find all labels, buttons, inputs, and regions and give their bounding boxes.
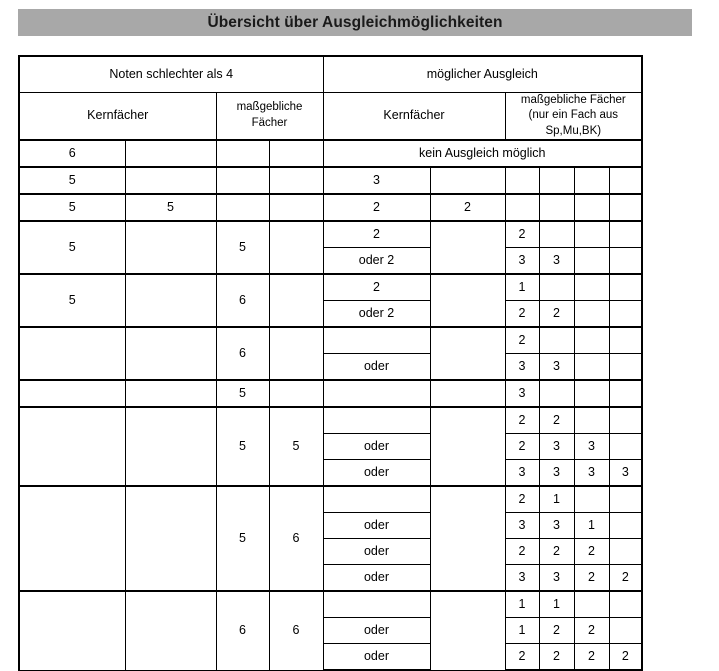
cell-c3: 6 bbox=[216, 327, 269, 380]
cell-c5: 2 bbox=[323, 194, 430, 221]
cell-c8: 3 bbox=[539, 565, 574, 592]
cell-c9: 2 bbox=[574, 565, 609, 592]
table-row bbox=[19, 380, 642, 407]
cell-c5 bbox=[323, 380, 430, 407]
page-title: Übersicht über Ausgleichmöglichkeiten bbox=[207, 13, 503, 31]
cell-c8: 3 bbox=[539, 434, 574, 460]
header-noten-schlechter-als-4: Noten schlechter als 4 bbox=[19, 56, 323, 92]
cell-c10 bbox=[609, 618, 642, 644]
cell-c2 bbox=[125, 380, 216, 407]
cell-c5 bbox=[323, 327, 430, 354]
cell-c6 bbox=[430, 380, 505, 407]
cell-c1 bbox=[19, 327, 125, 380]
ausgleich-table bbox=[18, 55, 643, 671]
cell-c5: 2 bbox=[323, 221, 430, 248]
cell-c10 bbox=[609, 167, 642, 194]
cell-kein-ausgleich-moeglich: kein Ausgleich möglich bbox=[323, 140, 642, 167]
cell-c9 bbox=[574, 354, 609, 381]
cell-c6 bbox=[430, 221, 505, 274]
cell-c5: oder bbox=[323, 618, 430, 644]
cell-c5: oder 2 bbox=[323, 301, 430, 328]
cell-c10 bbox=[609, 354, 642, 381]
cell-c7: 3 bbox=[505, 380, 539, 407]
cell-c4 bbox=[269, 221, 323, 274]
table-row bbox=[19, 327, 642, 354]
header-right-massgebliche-line2: (nur ein Fach aus bbox=[528, 109, 619, 122]
cell-c9: 3 bbox=[574, 434, 609, 460]
cell-c4 bbox=[269, 167, 323, 194]
cell-c6 bbox=[430, 167, 505, 194]
cell-c8 bbox=[539, 380, 574, 407]
cell-c8: 3 bbox=[539, 248, 574, 275]
cell-c9 bbox=[574, 194, 609, 221]
cell-c7: 3 bbox=[505, 460, 539, 487]
header-moeglicher-ausgleich: möglicher Ausgleich bbox=[323, 56, 642, 92]
cell-c8: 2 bbox=[539, 644, 574, 671]
cell-c2 bbox=[125, 407, 216, 486]
cell-c8: 1 bbox=[539, 591, 574, 618]
cell-c7 bbox=[505, 167, 539, 194]
table-header-sub-row bbox=[19, 92, 642, 140]
cell-c4: 6 bbox=[269, 591, 323, 670]
cell-c2 bbox=[125, 140, 216, 167]
cell-c9: 2 bbox=[574, 644, 609, 671]
cell-c8 bbox=[539, 274, 574, 301]
cell-c4: 5 bbox=[269, 407, 323, 486]
cell-c9: 2 bbox=[574, 539, 609, 565]
cell-c9 bbox=[574, 327, 609, 354]
cell-c6: 2 bbox=[430, 194, 505, 221]
cell-c8: 2 bbox=[539, 539, 574, 565]
header-left-kernfaecher: Kernfächer bbox=[19, 92, 216, 140]
cell-c8 bbox=[539, 221, 574, 248]
cell-c7: 2 bbox=[505, 301, 539, 328]
cell-c8 bbox=[539, 167, 574, 194]
cell-c10 bbox=[609, 248, 642, 275]
cell-c5: oder bbox=[323, 565, 430, 592]
header-right-massgebliche-faecher bbox=[505, 92, 642, 140]
cell-c9: 2 bbox=[574, 618, 609, 644]
cell-c5: oder bbox=[323, 434, 430, 460]
cell-c8: 3 bbox=[539, 513, 574, 539]
cell-c9 bbox=[574, 248, 609, 275]
cell-c6 bbox=[430, 591, 505, 670]
cell-c3: 6 bbox=[216, 274, 269, 327]
cell-c3: 5 bbox=[216, 380, 269, 407]
cell-c2: 5 bbox=[125, 194, 216, 221]
cell-c9 bbox=[574, 407, 609, 434]
cell-c4 bbox=[269, 194, 323, 221]
cell-c4 bbox=[269, 140, 323, 167]
cell-c10 bbox=[609, 301, 642, 328]
cell-c6 bbox=[430, 407, 505, 486]
cell-c1 bbox=[19, 591, 125, 670]
cell-c10: 3 bbox=[609, 460, 642, 487]
cell-c8: 2 bbox=[539, 407, 574, 434]
cell-c7: 1 bbox=[505, 274, 539, 301]
cell-c8: 1 bbox=[539, 486, 574, 513]
cell-c5: oder bbox=[323, 644, 430, 671]
cell-c7 bbox=[505, 194, 539, 221]
cell-c7: 3 bbox=[505, 248, 539, 275]
cell-c10 bbox=[609, 513, 642, 539]
cell-c10 bbox=[609, 380, 642, 407]
cell-c5: oder bbox=[323, 354, 430, 381]
cell-c1: 5 bbox=[19, 167, 125, 194]
header-left-massgebliche-line2: Fächer bbox=[251, 116, 288, 129]
cell-c3: 5 bbox=[216, 221, 269, 274]
cell-c7: 1 bbox=[505, 618, 539, 644]
cell-c10 bbox=[609, 274, 642, 301]
cell-c6 bbox=[430, 274, 505, 327]
cell-c9 bbox=[574, 380, 609, 407]
cell-c7: 3 bbox=[505, 565, 539, 592]
table-row bbox=[19, 167, 642, 194]
cell-c1: 6 bbox=[19, 140, 125, 167]
table-row bbox=[19, 194, 642, 221]
header-right-kernfaecher: Kernfächer bbox=[323, 92, 505, 140]
table-row bbox=[19, 486, 642, 513]
cell-c10: 2 bbox=[609, 644, 642, 671]
cell-c5 bbox=[323, 486, 430, 513]
header-right-massgebliche-line3: Sp,Mu,BK) bbox=[545, 124, 602, 137]
cell-c8: 3 bbox=[539, 460, 574, 487]
cell-c7: 2 bbox=[505, 644, 539, 671]
cell-c1 bbox=[19, 407, 125, 486]
cell-c8: 3 bbox=[539, 354, 574, 381]
cell-c10 bbox=[609, 434, 642, 460]
cell-c1 bbox=[19, 380, 125, 407]
table-row bbox=[19, 221, 642, 248]
cell-c5: 2 bbox=[323, 274, 430, 301]
cell-c10 bbox=[609, 539, 642, 565]
cell-c3 bbox=[216, 194, 269, 221]
cell-c2 bbox=[125, 167, 216, 194]
cell-c7: 2 bbox=[505, 407, 539, 434]
cell-c9: 1 bbox=[574, 513, 609, 539]
cell-c1 bbox=[19, 486, 125, 591]
cell-c9 bbox=[574, 301, 609, 328]
cell-c4 bbox=[269, 380, 323, 407]
cell-c4 bbox=[269, 274, 323, 327]
cell-c1: 5 bbox=[19, 221, 125, 274]
cell-c10: 2 bbox=[609, 565, 642, 592]
table-row bbox=[19, 407, 642, 434]
cell-c9 bbox=[574, 221, 609, 248]
cell-c10 bbox=[609, 221, 642, 248]
table-header-top-row bbox=[19, 56, 642, 92]
cell-c8: 2 bbox=[539, 301, 574, 328]
table-row bbox=[19, 591, 642, 618]
cell-c2 bbox=[125, 274, 216, 327]
cell-c7: 2 bbox=[505, 221, 539, 248]
cell-c5 bbox=[323, 407, 430, 434]
cell-c10 bbox=[609, 327, 642, 354]
cell-c5: oder bbox=[323, 539, 430, 565]
cell-c10 bbox=[609, 591, 642, 618]
cell-c6 bbox=[430, 486, 505, 591]
cell-c3: 6 bbox=[216, 591, 269, 670]
cell-c5: oder bbox=[323, 460, 430, 487]
document-title-banner bbox=[18, 9, 692, 36]
cell-c9 bbox=[574, 167, 609, 194]
cell-c8 bbox=[539, 194, 574, 221]
cell-c9 bbox=[574, 486, 609, 513]
cell-c10 bbox=[609, 407, 642, 434]
cell-c1: 5 bbox=[19, 274, 125, 327]
cell-c4: 6 bbox=[269, 486, 323, 591]
header-left-massgebliche-line1: maßgebliche bbox=[236, 101, 303, 114]
cell-c8: 2 bbox=[539, 618, 574, 644]
cell-c3 bbox=[216, 167, 269, 194]
cell-c5: 3 bbox=[323, 167, 430, 194]
cell-c5 bbox=[323, 591, 430, 618]
cell-c5: oder bbox=[323, 513, 430, 539]
cell-c6 bbox=[430, 327, 505, 380]
cell-c7: 2 bbox=[505, 486, 539, 513]
cell-c2 bbox=[125, 591, 216, 670]
cell-c8 bbox=[539, 327, 574, 354]
cell-c7: 3 bbox=[505, 354, 539, 381]
cell-c4 bbox=[269, 327, 323, 380]
table-row bbox=[19, 274, 642, 301]
cell-c9: 3 bbox=[574, 460, 609, 487]
header-left-massgebliche-faecher bbox=[216, 92, 323, 140]
cell-c1: 5 bbox=[19, 194, 125, 221]
cell-c7: 3 bbox=[505, 513, 539, 539]
cell-c2 bbox=[125, 327, 216, 380]
cell-c5: oder 2 bbox=[323, 248, 430, 275]
cell-c2 bbox=[125, 486, 216, 591]
cell-c2 bbox=[125, 221, 216, 274]
cell-c7: 2 bbox=[505, 539, 539, 565]
cell-c7: 2 bbox=[505, 327, 539, 354]
cell-c3: 5 bbox=[216, 486, 269, 591]
cell-c10 bbox=[609, 486, 642, 513]
cell-c9 bbox=[574, 591, 609, 618]
cell-c7: 1 bbox=[505, 591, 539, 618]
cell-c7: 2 bbox=[505, 434, 539, 460]
header-right-massgebliche-line1: maßgebliche Fächer bbox=[520, 93, 626, 106]
cell-c3: 5 bbox=[216, 407, 269, 486]
table-row bbox=[19, 140, 642, 167]
cell-c9 bbox=[574, 274, 609, 301]
cell-c10 bbox=[609, 194, 642, 221]
cell-c3 bbox=[216, 140, 269, 167]
